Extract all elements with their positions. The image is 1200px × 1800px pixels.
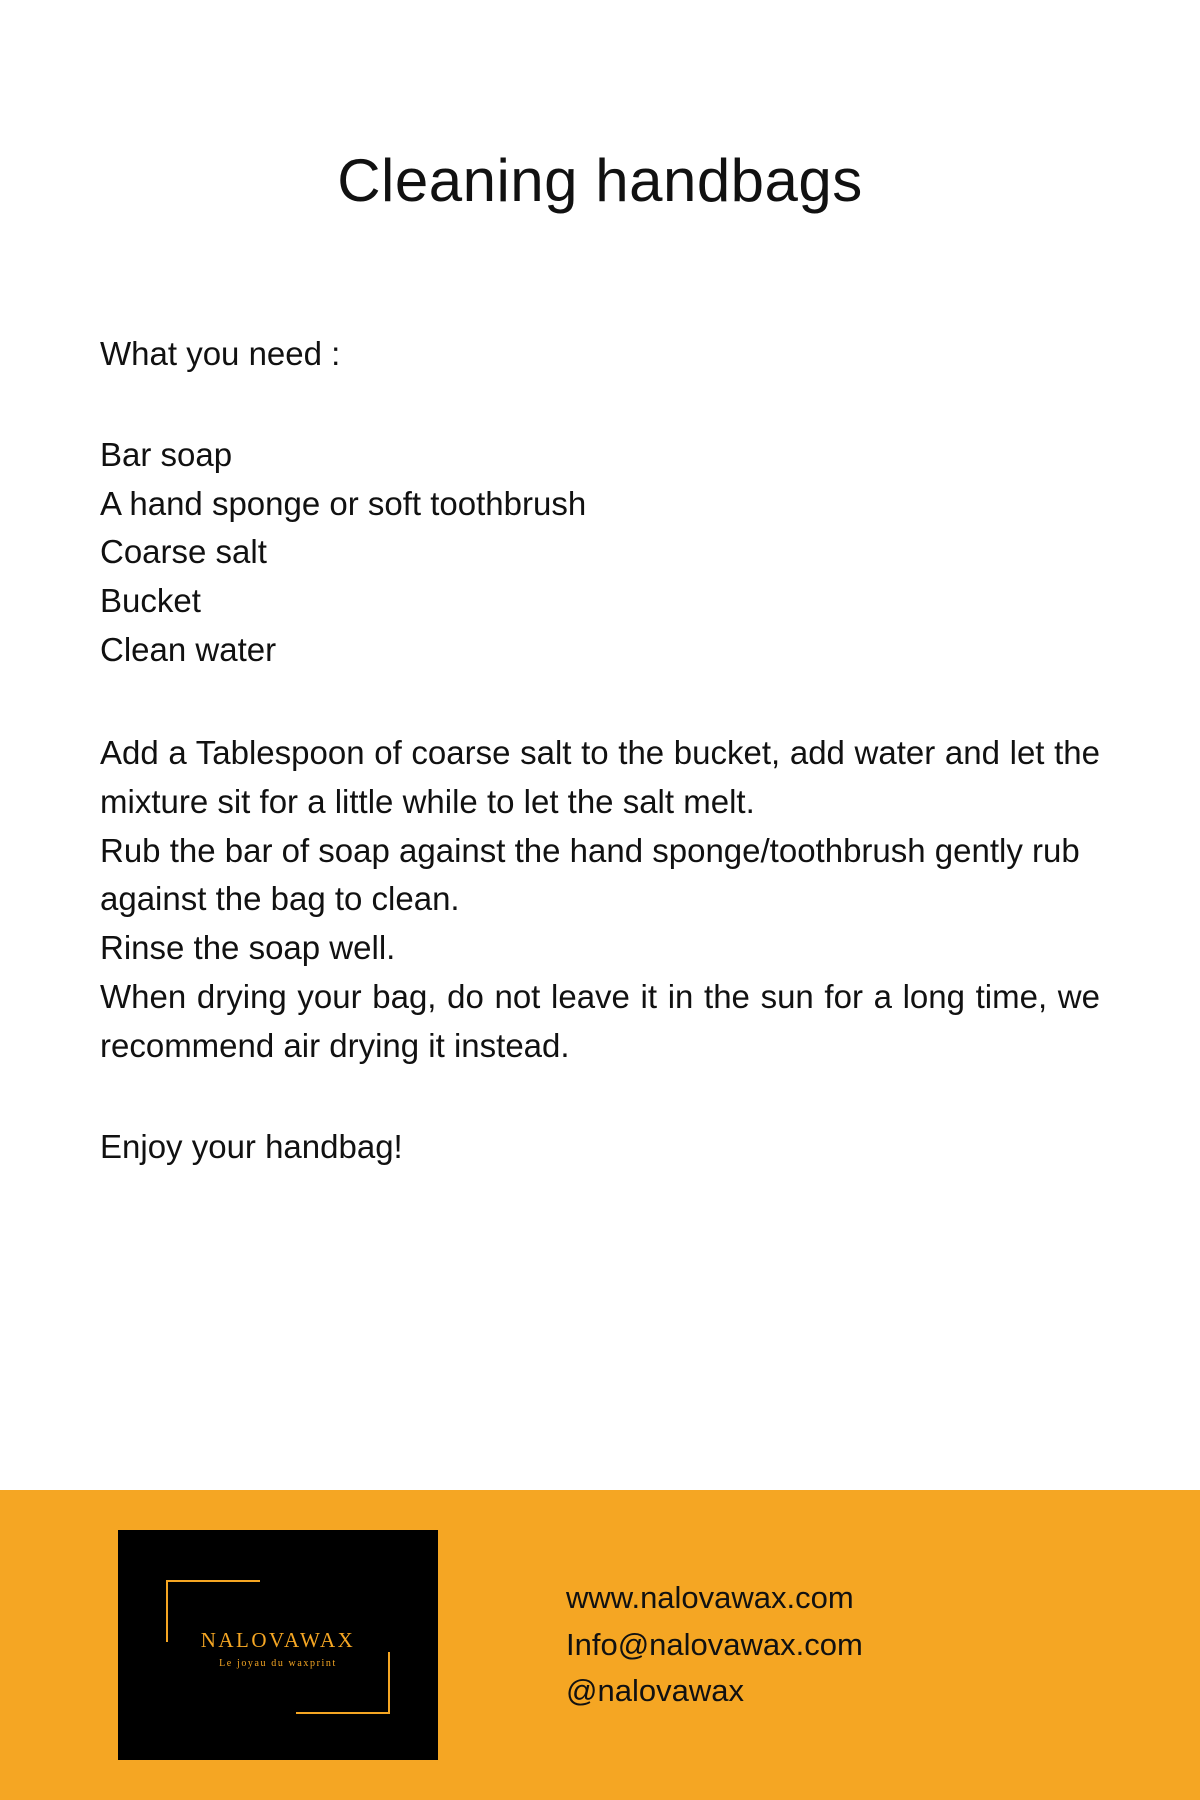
document-body bbox=[100, 330, 1100, 1172]
list-item: Bucket bbox=[100, 582, 201, 620]
page-title: Cleaning handbags bbox=[337, 147, 863, 215]
closing-line: Enjoy your handbag! bbox=[100, 1127, 403, 1165]
supplies-heading: What you need : bbox=[100, 335, 341, 372]
email-link[interactable]: Info@nalovawax.com bbox=[566, 1626, 863, 1662]
instruction-paragraph: Rinse the soap well. bbox=[100, 929, 396, 967]
instruction-paragraph: Rub the bar of soap against the hand sponge/toothbrush gently rub against the bag to clean. bbox=[100, 831, 1080, 918]
list-item: A hand sponge or soft toothbrush bbox=[100, 484, 587, 522]
list-item: Clean water bbox=[100, 631, 277, 669]
logo-wordmark: NALOVAWAX bbox=[200, 1628, 356, 1652]
list-item: Coarse salt bbox=[100, 533, 267, 571]
instruction-paragraph: When drying your bag, do not leave it in the sun for a long time, we recommend air drying it instead. bbox=[100, 978, 1100, 1064]
supplies-list bbox=[100, 431, 1100, 675]
instruction-paragraph: Add a Tablespoon of coarse salt to the bucket, add water and let the mixture sit for a little while to let the salt melt. bbox=[100, 733, 1100, 820]
instructions-block bbox=[100, 729, 1100, 1071]
list-item: Bar soap bbox=[100, 435, 233, 473]
website-link[interactable]: www.nalovawax.com bbox=[566, 1579, 854, 1615]
social-handle[interactable]: @nalovawax bbox=[566, 1673, 744, 1709]
contact-info bbox=[566, 1576, 863, 1715]
brand-logo bbox=[118, 1530, 438, 1760]
logo-tagline: Le joyau du waxprint bbox=[219, 1658, 337, 1669]
footer-bar bbox=[0, 1490, 1200, 1800]
